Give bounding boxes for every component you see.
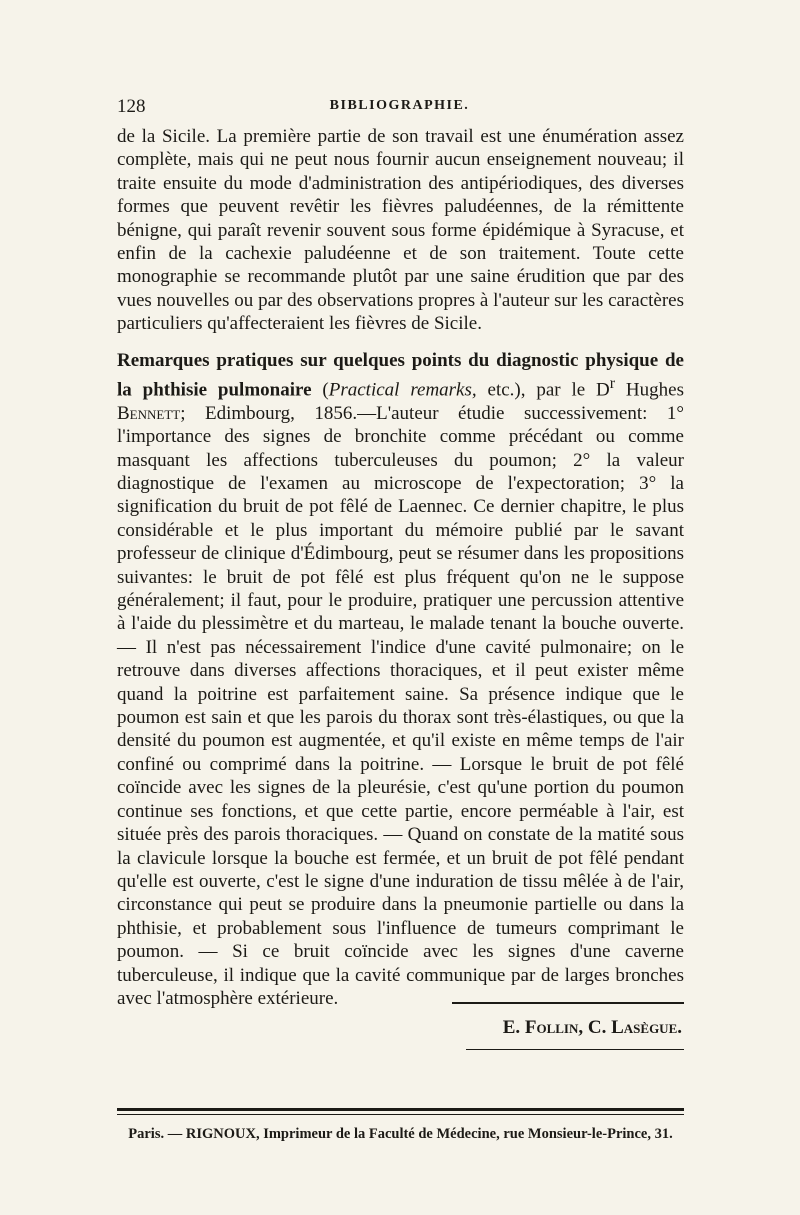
imprint-rule-thick — [117, 1108, 684, 1111]
doctor-superscript: r — [609, 375, 616, 393]
running-head: BIBLIOGRAPHIE. — [329, 98, 470, 113]
page-header — [117, 96, 682, 124]
imprint-rule-thin — [117, 1114, 684, 1115]
signature-rule-top — [452, 1002, 684, 1004]
author-first-name: Hughes — [615, 379, 684, 401]
review-text: ; Edimbourg, 1856.—L'auteur étudie successivement: 1° l'importance des signes de bronchite comme précédant ou comme masquant les affections tuberculeuses du poumon; 2° la valeur diagnostique de l'examen au microscope de l'expectoration; 3° la signification du bruit de pot fêlé de Laennec. Ce dernier chapitre, le plus considérable et le plus important du mémoire publié par le savant professeur de clinique d'Édimbourg, peut se résumer dans les propositions suivantes: le bruit de pot fêlé est plus fréquent qu'on ne le suppose généralement; il faut, pour le produire, pratiquer une percussion attentive à l'aide du plessimètre et du marteau, le malade tenant la bouche ouverte. — Il n'est pas nécessairement l'indice d'une cavité pulmonaire; on le retrouve dans diverses affections thoraciques, et il peut exister même quand la poitrine est parfaitement saine. Sa présence indique que le poumon est sain et que les parois du thorax sont très-élastiques, ou que la densité du poumon est augmentée, et qu'il existe en même temps de l'air confiné ou comprimé dans la poitrine. — Lorsque le bruit de pot fêlé coïncide avec les signes de la pleurésie, c'est qu'une portion du poumon continue ses fonctions, et que cette partie, encore perméable à l'air, est située près des parois thoraciques. — Quand on constate de la matité sous la clavicule lorsque la bouche est fermée, et un bruit de pot fêlé pendant qu'elle est ouverte, c'est le signe d'une induration de tissu mêlée à de l'air, circonstance qui peut se produire dans la pneumonie partielle ou dans la phthisie, et probablement sous l'influence de tumeurs comprimant le poumon. — Si ce bruit coïncide avec les signes d'une caverne tuberculeuse, il indique que la cavité communique par de larges bronches avec l'atmosphère extérieure. — [117, 402, 684, 1009]
paragraph-bennett-review — [117, 349, 684, 1011]
paragraph-sicile: de la Sicile. La première partie de son travail est une énumération assez complète, mais qui ne peut nous fournir aucun enseignement nouveau; il traite ensuite du mode d'administration des antipériodiques, des diverses formes que peuvent revêtir les fièvres paludéennes, de la rémittente bénigne, qui paraît revenir souvent sous forme épidémique à Syracuse, et enfin de la cachexie paludéenne et de son traitement. Toute cette monographie se recommande plutôt par une saine érudition que par des vues nouvelles ou par des observations propres à l'auteur sur les caractères particuliers qu'affecteraient les fièvres de Sicile. — [117, 126, 684, 335]
signature: E. Follin, C. Lasègue. — [502, 1017, 682, 1038]
page-number: 128 — [117, 96, 146, 117]
original-title-italic: Practical remarks, — [328, 379, 477, 401]
printer-imprint: Paris. — RIGNOUX, Imprimeur de la Faculté de Médecine, rue Monsieur-le-Prince, 31. — [128, 1126, 673, 1142]
paren-open: ( — [311, 379, 329, 401]
body-text — [117, 125, 684, 1010]
signature-rule-bottom — [466, 1049, 684, 1050]
author-last-name: Bennett — [117, 402, 181, 424]
review-title: Remarques pratiques sur quelques points du diagnostic physique de la phthisie pulmonaire — [117, 349, 684, 401]
after-italic: etc.), par le D — [476, 379, 610, 401]
